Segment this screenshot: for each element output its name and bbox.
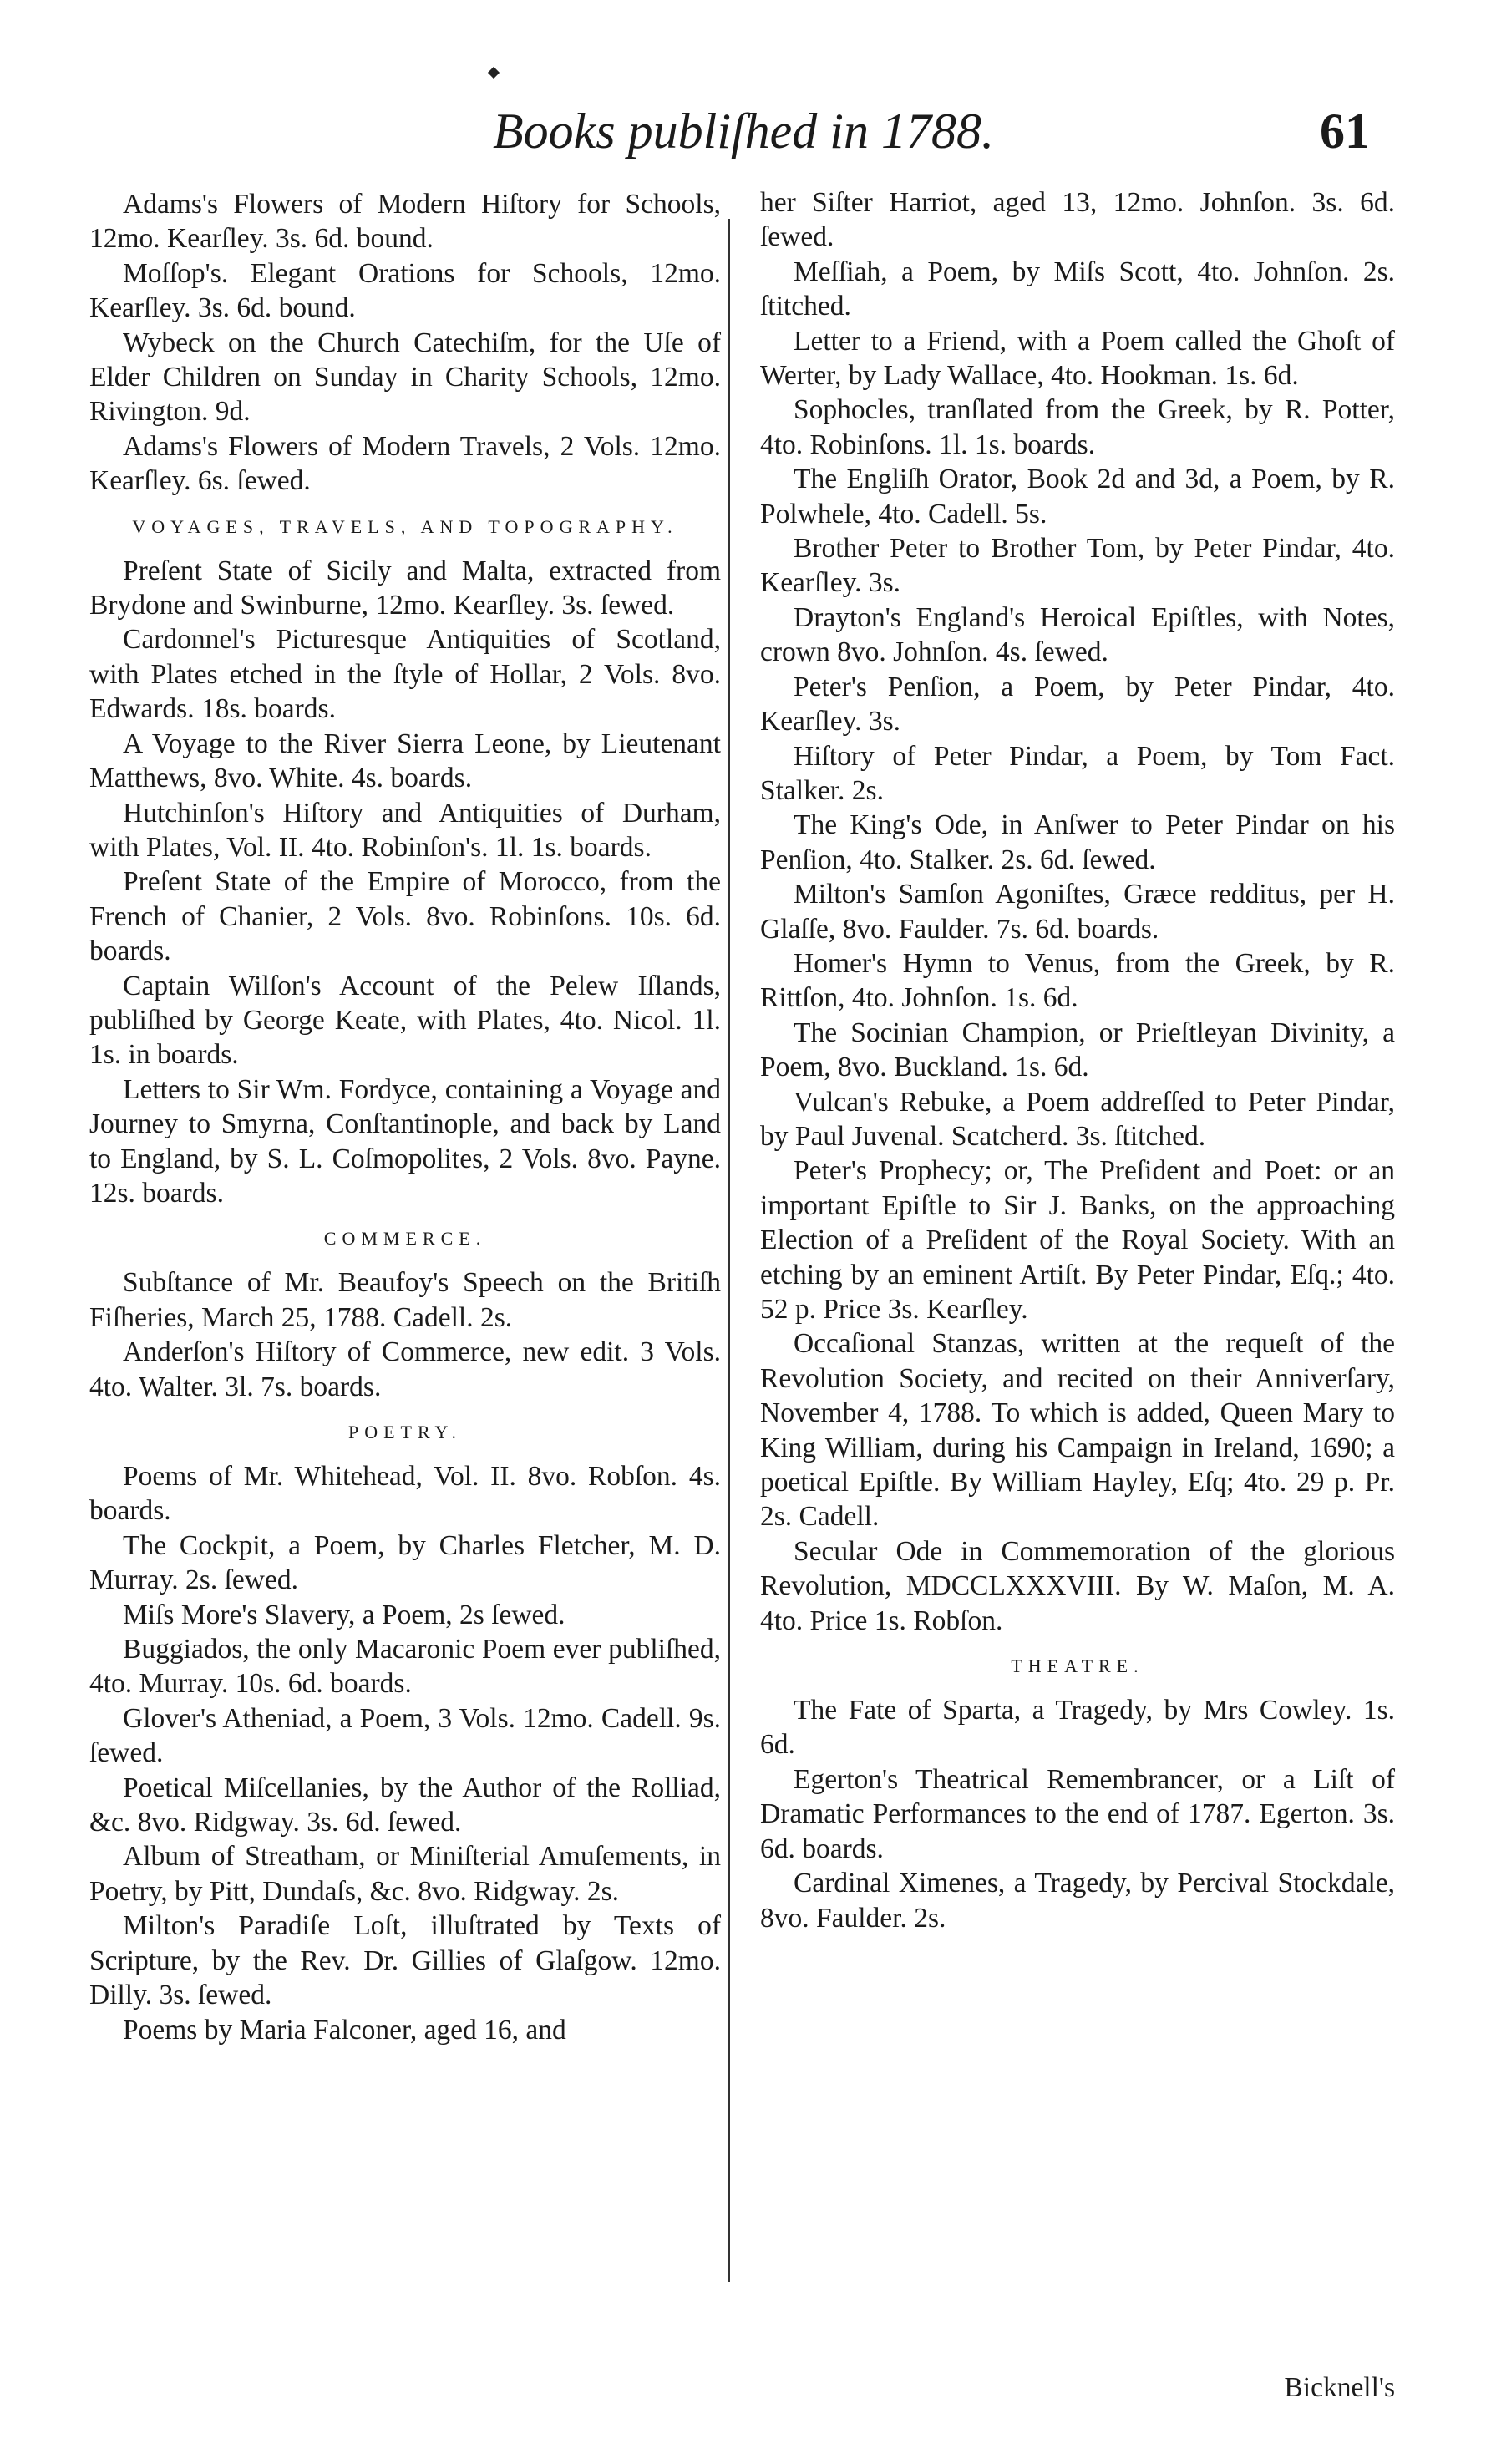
- catalogue-entry: Poems of Mr. Whitehead, Vol. II. 8vo. Robſon. 4s. boards.: [89, 1461, 721, 1527]
- catalogue-entry: Wybeck on the Church Catechiſm, for the Uſe of Elder Children on Sunday in Charity Schools, 12mo. Rivington. 9d.: [89, 327, 721, 428]
- catchword: Bicknell's: [1284, 2372, 1395, 2403]
- catalogue-entry: Peter's Prophecy; or, The Preſident and Poet: or an important Epiſtle to Sir J. Banks, on the approaching Election of a Preſident of the Royal Society. With an etching by an eminent Artiſt. By Peter Pindar, Eſq.; 4to. 52 p. Price 3s. Kearſley.: [760, 1155, 1395, 1325]
- printer-mark: [488, 67, 500, 79]
- catalogue-entry: Miſs More's Slavery, a Poem, 2s ſewed.: [123, 1599, 565, 1630]
- catalogue-entry: Buggiados, the only Macaronic Poem ever publiſhed, 4to. Murray. 10s. 6d. boards.: [89, 1634, 721, 1700]
- catalogue-entry: Letters to Sir Wm. Fordyce, containing a Voyage and Journey to Smyrna, Conſtantinople, and back by Land to England, by S. L. Coſmopolites, 2 Vols. 8vo. Payne. 12s. boards.: [89, 1073, 721, 1209]
- catalogue-entry: Homer's Hymn to Venus, from the Greek, by R. Rittſon, 4to. Johnſon. 1s. 6d.: [760, 947, 1395, 1014]
- catalogue-entry: Hiſtory of Peter Pindar, a Poem, by Tom Fact. Stalker. 2s.: [760, 740, 1395, 806]
- catalogue-entry: Milton's Paradiſe Loſt, illuſtrated by Texts of Scripture, by the Rev. Dr. Gillies of Glaſgow. 12mo. Dilly. 3s. ſewed.: [89, 1910, 721, 2011]
- section-heading-poetry: POETRY.: [347, 1422, 462, 1442]
- catalogue-entry: Album of Streatham, or Miniſterial Amuſements, in Poetry, by Pitt, Dundaſs, &c. 8vo. Ridgway. 2s.: [89, 1841, 721, 1907]
- catalogue-entry: Preſent State of the Empire of Morocco, from the French of Chanier, 2 Vols. 8vo. Robinſons. 10s. 6d. boards.: [89, 866, 721, 967]
- catalogue-entry: Adams's Flowers of Modern Travels, 2 Vols. 12mo. Kearſley. 6s. ſewed.: [89, 430, 721, 497]
- catalogue-entry-continued: her Siſter Harriot, aged 13, 12mo. Johnſon. 3s. 6d. ſewed.: [760, 187, 1395, 253]
- section-heading-commerce: COMMERCE.: [323, 1228, 487, 1250]
- catalogue-entry: Preſent State of Sicily and Malta, extracted from Brydone and Swinburne, 12mo. Kearſley. 3s. ſewed.: [89, 555, 721, 621]
- catalogue-entry: A Voyage to the River Sierra Leone, by Lieutenant Matthews, 8vo. White. 4s. boards.: [89, 728, 721, 794]
- catalogue-entry: The Cockpit, a Poem, by Charles Fletcher, M. D. Murray. 2s. ſewed.: [89, 1529, 721, 1596]
- catalogue-entry: Egerton's Theatrical Remembrancer, or a Liſt of Dramatic Performances to the end of 1787. Egerton. 3s. 6d. boards.: [760, 1763, 1395, 1864]
- right-column: [760, 185, 1395, 1935]
- catalogue-entry: The King's Ode, in Anſwer to Peter Pindar on his Penſion, 4to. Stalker. 2s. 6d. ſewed.: [760, 809, 1395, 875]
- catalogue-entry: Sophocles, tranſlated from the Greek, by R. Potter, 4to. Robinſons. 1l. 1s. boards.: [760, 394, 1395, 460]
- column-rule: [728, 219, 730, 2282]
- catalogue-entry: Brother Peter to Brother Tom, by Peter Pindar, 4to. Kearſley. 3s.: [760, 533, 1395, 599]
- section-heading-theatre: THEATRE.: [1011, 1655, 1144, 1677]
- catalogue-entry: Subſtance of Mr. Beaufoy's Speech on the Britiſh Fiſheries, March 25, 1788. Cadell. 2s.: [89, 1267, 721, 1333]
- catalogue-entry: Vulcan's Rebuke, a Poem addreſſed to Peter Pindar, by Paul Juvenal. Scatcherd. 3s. ſtitched.: [760, 1086, 1395, 1152]
- catalogue-entry: Drayton's England's Heroical Epiſtles, with Notes, crown 8vo. Johnſon. 4s. ſewed.: [760, 601, 1395, 668]
- catalogue-entry: Occaſional Stanzas, written at the requeſt of the Revolution Society, and recited on their Anniverſary, November 4, 1788. To which is added, Queen Mary to King William, during his Campaign in Ireland, 1690; a poetical Epiſtle. By William Hayley, Eſq; 4to. 29 p. Pr. 2s. Cadell.: [760, 1328, 1395, 1533]
- page-number: 61: [1320, 104, 1370, 159]
- catalogue-entry: Poems by Maria Falconer, aged 16, and: [123, 2014, 566, 2046]
- catalogue-entry: Anderſon's Hiſtory of Commerce, new edit. 3 Vols. 4to. Walter. 3l. 7s. boards.: [89, 1336, 721, 1402]
- catalogue-entry: Hutchinſon's Hiſtory and Antiquities of Durham, with Plates, Vol. II. 4to. Robinſon's. 1l. 1s. boards.: [89, 797, 721, 863]
- catalogue-entry: Milton's Samſon Agoniſtes, Græce redditus, per H. Glaſſe, 8vo. Faulder. 7s. 6d. boards.: [760, 879, 1395, 945]
- catalogue-entry: The Engliſh Orator, Book 2d and 3d, a Poem, by R. Polwhele, 4to. Cadell. 5s.: [760, 464, 1395, 530]
- catalogue-entry: Adams's Flowers of Modern Hiſtory for Schools, 12mo. Kearſley. 3s. 6d. bound.: [89, 189, 721, 255]
- catalogue-entry: Peter's Penſion, a Poem, by Peter Pindar, 4to. Kearſley. 3s.: [760, 671, 1395, 738]
- catalogue-entry: Secular Ode in Commemoration of the glorious Revolution, MDCCLXXXVIII. By W. Maſon, M. A. 4to. Price 1s. Robſon.: [760, 1535, 1395, 1636]
- running-title: Books publiſhed in 1788.: [493, 104, 994, 159]
- catalogue-entry: The Socinian Champion, or Prieſtleyan Divinity, a Poem, 8vo. Buckland. 1s. 6d.: [760, 1017, 1395, 1083]
- catalogue-entry: Letter to a Friend, with a Poem called the Ghoſt of Werter, by Lady Wallace, 4to. Hookman. 1s. 6d.: [760, 325, 1395, 392]
- catalogue-entry: Captain Wilſon's Account of the Pelew Iſlands, publiſhed by George Keate, with Plates, 4to. Nicol. 1l. 1s. in boards.: [89, 970, 721, 1071]
- section-heading-voyages: VOYAGES, TRAVELS, AND TOPOGRAPHY.: [132, 515, 678, 537]
- catalogue-entry: The Fate of Sparta, a Tragedy, by Mrs Cowley. 1s. 6d.: [760, 1695, 1395, 1761]
- left-column: [89, 187, 721, 2047]
- catalogue-entry: Cardonnel's Picturesque Antiquities of Scotland, with Plates etched in the ſtyle of Hollar, 2 Vols. 8vo. Edwards. 18s. boards.: [89, 624, 721, 725]
- catalogue-entry: Meſſiah, a Poem, by Miſs Scott, 4to. Johnſon. 2s. ſtitched.: [760, 256, 1395, 322]
- catalogue-entry: Poetical Miſcellanies, by the Author of the Rolliad, &c. 8vo. Ridgway. 3s. 6d. ſewed.: [89, 1772, 721, 1838]
- catalogue-entry: Glover's Atheniad, a Poem, 3 Vols. 12mo. Cadell. 9s. ſewed.: [89, 1702, 721, 1769]
- catalogue-entry: Moſſop's. Elegant Orations for Schools, 12mo. Kearſley. 3s. 6d. bound.: [89, 257, 721, 324]
- catalogue-entry: Cardinal Ximenes, a Tragedy, by Percival Stockdale, 8vo. Faulder. 2s.: [760, 1868, 1395, 1934]
- running-head: [0, 94, 1486, 169]
